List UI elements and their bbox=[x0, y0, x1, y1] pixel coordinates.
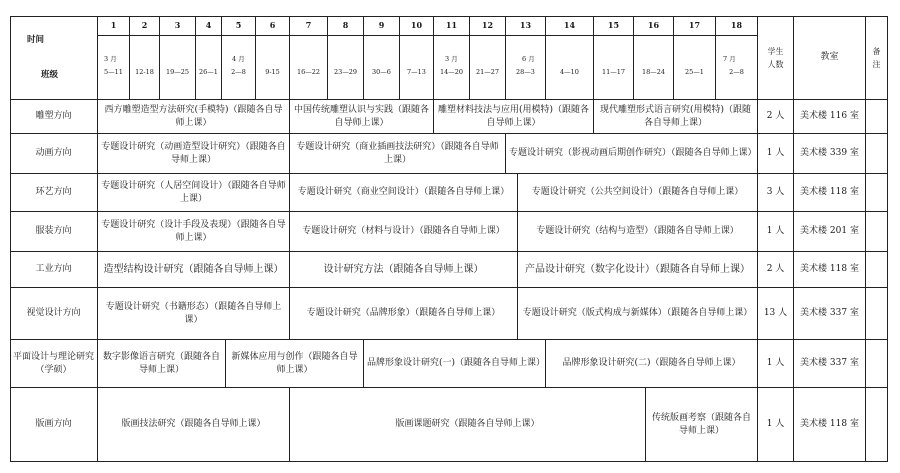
week-date: 11—17 bbox=[594, 36, 634, 100]
course-cell: 专题设计研究（设计手段及表现）（跟随各自导师上课） bbox=[98, 212, 290, 252]
week-date: 19—25 bbox=[160, 36, 196, 100]
week-date: 14—20 bbox=[434, 36, 470, 100]
direction-cell: 平面设计与理论研究（学硕） bbox=[10, 340, 98, 388]
week-number: 2 bbox=[130, 16, 160, 36]
week-number: 3 bbox=[160, 16, 196, 36]
classroom-cell: 美术楼 116 室 bbox=[794, 100, 866, 134]
week-number: 18 bbox=[716, 16, 758, 36]
week-number: 13 bbox=[506, 16, 546, 36]
student-count-cell: 2 人 bbox=[758, 252, 794, 288]
week-number: 1 bbox=[98, 16, 130, 36]
direction-cell: 工业方向 bbox=[10, 252, 98, 288]
course-cell: 专题设计研究（版式构成与新媒体）（跟随各自导师上课） bbox=[518, 288, 758, 340]
classroom-cell: 美术楼 337 室 bbox=[794, 288, 866, 340]
student-count-cell: 2 人 bbox=[758, 100, 794, 134]
course-cell: 专题设计研究（品牌形象）（跟随各自导师上课） bbox=[290, 288, 518, 340]
course-cell: 专题设计研究（材料与设计）（跟随各自导师上课） bbox=[290, 212, 518, 252]
week-number: 12 bbox=[470, 16, 506, 36]
course-cell: 西方雕塑造型方法研究(手模特)（跟随各自导师上课） bbox=[98, 100, 290, 134]
course-cell: 产品设计研究（数字化设计）（跟随各自导师上课） bbox=[518, 252, 758, 288]
course-cell: 专题设计研究（商业插画技法研究）（跟随各自导师上课） bbox=[290, 134, 506, 174]
week-number: 11 bbox=[434, 16, 470, 36]
week-number: 5 bbox=[222, 16, 256, 36]
course-cell: 品牌形象设计研究(二)（跟随各自导师上课） bbox=[546, 340, 758, 388]
week-number: 15 bbox=[594, 16, 634, 36]
course-cell: 专题设计研究（公共空间设计）（跟随各自导师上课） bbox=[518, 174, 758, 212]
course-cell: 传统版画考察（跟随各自导师上课） bbox=[646, 388, 758, 462]
remarks-cell bbox=[866, 212, 888, 252]
student-count-cell: 13 人 bbox=[758, 288, 794, 340]
week-date: 28—3 bbox=[506, 36, 546, 100]
week-date: 9-15 bbox=[256, 36, 290, 100]
direction-cell: 动画方向 bbox=[10, 134, 98, 174]
student-count-header: 学生人数 bbox=[758, 16, 794, 100]
remarks-cell bbox=[866, 252, 888, 288]
month-label: 3 月 bbox=[104, 55, 117, 63]
time-label: 时间 bbox=[27, 34, 45, 45]
remarks-cell bbox=[866, 388, 888, 462]
direction-cell: 视觉设计方向 bbox=[10, 288, 98, 340]
student-count-cell: 1 人 bbox=[758, 388, 794, 462]
course-cell: 中国传统雕塑认识与实践（跟随各自导师上课） bbox=[290, 100, 434, 134]
week-date: 7—13 bbox=[400, 36, 434, 100]
course-cell: 数字影像语言研究（跟随各自导师上课） bbox=[98, 340, 226, 388]
remarks-cell bbox=[866, 134, 888, 174]
remarks-cell bbox=[866, 288, 888, 340]
course-cell: 专题设计研究（书籍形态）（跟随各自导师上课） bbox=[98, 288, 290, 340]
direction-cell: 雕塑方向 bbox=[10, 100, 98, 134]
week-date: 5—11 bbox=[98, 36, 130, 100]
remarks-cell bbox=[866, 100, 888, 134]
week-date: 26—1 bbox=[196, 36, 222, 100]
student-count-cell: 1 人 bbox=[758, 340, 794, 388]
week-date: 30—6 bbox=[364, 36, 400, 100]
week-number: 7 bbox=[290, 16, 328, 36]
student-count-cell: 1 人 bbox=[758, 212, 794, 252]
course-cell: 造型结构设计研究（跟随各自导师上课） bbox=[98, 252, 290, 288]
course-cell: 专题设计研究（商业空间设计）（跟随各自导师上课） bbox=[290, 174, 518, 212]
month-label: 4 月 bbox=[232, 55, 245, 63]
remarks-cell bbox=[866, 340, 888, 388]
classroom-cell: 美术楼 118 室 bbox=[794, 252, 866, 288]
week-date: 16—22 bbox=[290, 36, 328, 100]
remarks-cell bbox=[866, 174, 888, 212]
course-cell: 雕塑材料技法与应用(用模特)（跟随各自导师上课） bbox=[434, 100, 594, 134]
week-date: 25—1 bbox=[674, 36, 716, 100]
classroom-cell: 美术楼 339 室 bbox=[794, 134, 866, 174]
month-label: 3 月 bbox=[445, 55, 458, 63]
direction-cell: 服装方向 bbox=[10, 212, 98, 252]
classroom-cell: 美术楼 337 室 bbox=[794, 340, 866, 388]
class-label: 班级 bbox=[41, 69, 59, 80]
course-cell: 版画课题研究（跟随各自导师上课） bbox=[290, 388, 646, 462]
week-number: 10 bbox=[400, 16, 434, 36]
direction-cell: 环艺方向 bbox=[10, 174, 98, 212]
month-label: 6 月 bbox=[522, 55, 535, 63]
week-number: 16 bbox=[634, 16, 674, 36]
course-cell: 新媒体应用与创作（跟随各自导师上课） bbox=[226, 340, 364, 388]
course-cell: 专题设计研究（影视动画后期创作研究）（跟随各自导师上课） bbox=[506, 134, 758, 174]
week-date: 2—8 bbox=[716, 36, 758, 100]
week-number: 9 bbox=[364, 16, 400, 36]
classroom-cell: 美术楼 201 室 bbox=[794, 212, 866, 252]
week-number: 6 bbox=[256, 16, 290, 36]
header-corner bbox=[10, 16, 98, 100]
week-date: 18—24 bbox=[634, 36, 674, 100]
week-date: 4—10 bbox=[546, 36, 594, 100]
course-cell: 设计研究方法（跟随各自导师上课） bbox=[290, 252, 518, 288]
course-cell: 专题设计研究（人居空间设计）（跟随各自导师上课） bbox=[98, 174, 290, 212]
course-cell: 品牌形象设计研究(一)（跟随各自导师上课） bbox=[364, 340, 546, 388]
student-count-cell: 1 人 bbox=[758, 134, 794, 174]
week-date: 23—29 bbox=[328, 36, 364, 100]
course-cell: 版画技法研究（跟随各自导师上课） bbox=[98, 388, 290, 462]
course-cell: 专题设计研究（结构与造型）（跟随各自导师上课） bbox=[518, 212, 758, 252]
week-number: 14 bbox=[546, 16, 594, 36]
week-number: 4 bbox=[196, 16, 222, 36]
month-label: 7 月 bbox=[723, 55, 736, 63]
classroom-cell: 美术楼 118 室 bbox=[794, 174, 866, 212]
week-number: 8 bbox=[328, 16, 364, 36]
classroom-cell: 美术楼 118 室 bbox=[794, 388, 866, 462]
course-cell: 现代雕塑形式语言研究(用模特)（跟随各自导师上课） bbox=[594, 100, 758, 134]
classroom-header: 教室 bbox=[794, 16, 866, 100]
week-date: 2—8 bbox=[222, 36, 256, 100]
direction-cell: 版画方向 bbox=[10, 388, 98, 462]
student-count-cell: 3 人 bbox=[758, 174, 794, 212]
remarks-header: 备注 bbox=[866, 16, 888, 100]
week-date: 21—27 bbox=[470, 36, 506, 100]
course-cell: 专题设计研究（动画造型设计研究）（跟随各自导师上课） bbox=[98, 134, 290, 174]
week-number: 17 bbox=[674, 16, 716, 36]
week-date: 12-18 bbox=[130, 36, 160, 100]
